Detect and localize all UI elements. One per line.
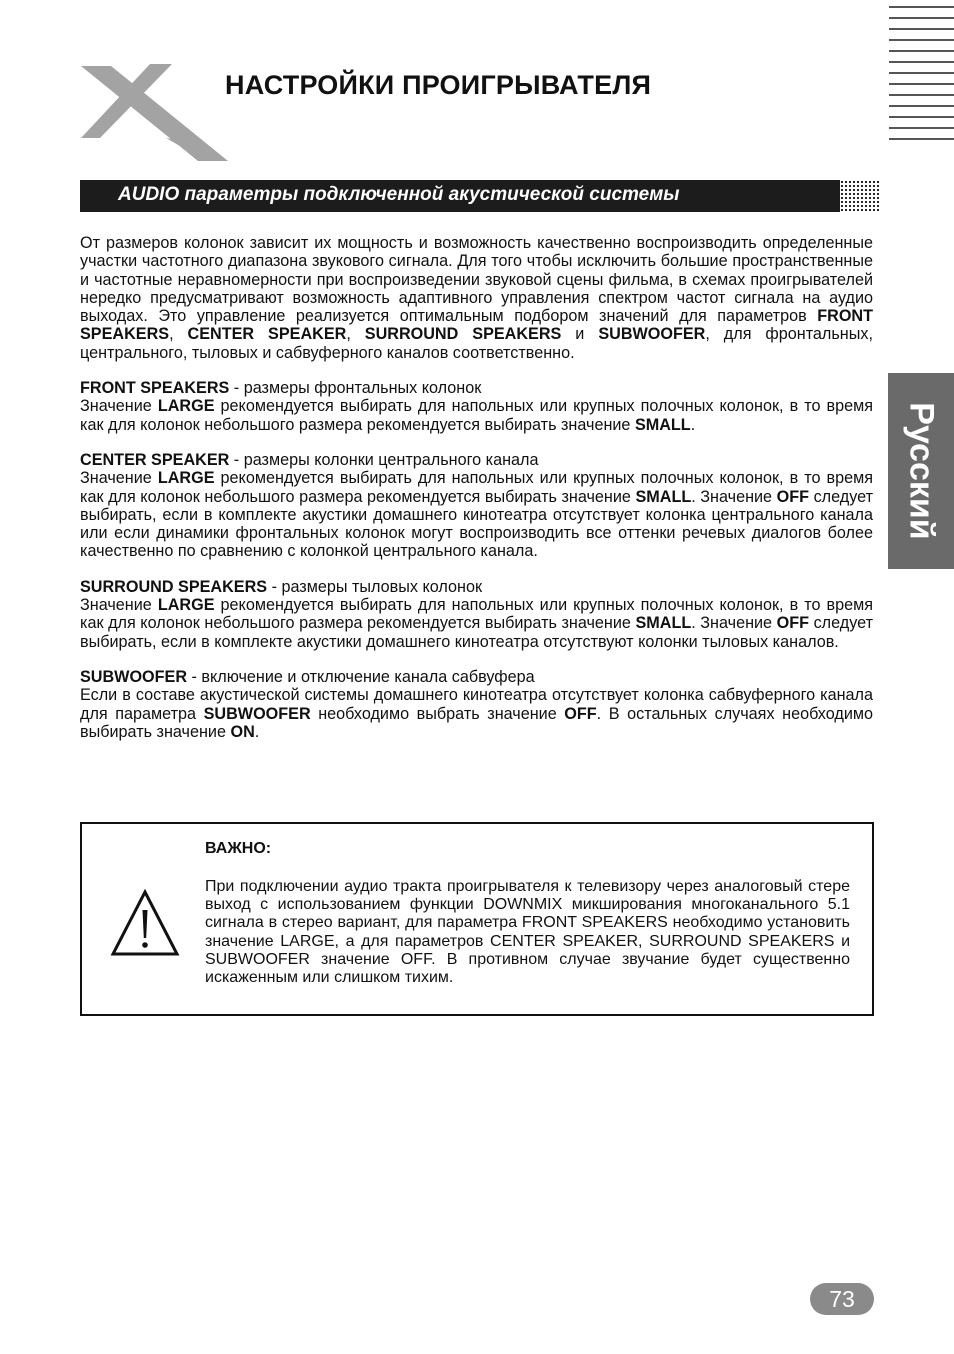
stripe-line [889,83,954,85]
surround-speakers-heading: SURROUND SPEAKERS [80,577,268,596]
section-header-bar [80,180,880,212]
section-bar-dot-fade [840,180,880,212]
stripe-line [889,28,954,30]
language-tab-label: Русский [902,402,941,540]
front-speakers-section: FRONT SPEAKERS - размеры фронтальных колонок Значение LARGE рекомендуется выбирать для напольных или крупных полочных колонок, в то время как для колонок небольшого размера рекомендуется выбирать значение SMALL. [80,379,873,434]
stripe-line [889,39,954,41]
section-title: AUDIO параметры подключенной акустической системы [118,184,680,205]
x-logo-icon [78,60,228,164]
stripe-line [889,61,954,63]
front-speakers-heading: FRONT SPEAKERS [80,379,230,398]
subwoofer-heading: SUBWOOFER [80,667,188,686]
stripe-line [889,127,954,129]
stripe-line [889,72,954,74]
stripe-line [889,116,954,118]
center-speaker-section: CENTER SPEAKER - размеры колонки центрального канала Значение LARGE рекомендуется выбирать для напольных или крупных полочных колонок, в то время как для колонок небольшого размера рекомендуется выбирать значение SMALL. Значение OFF следует выбирать, если в комплекте акустики домашнего кинотеатра отсутствует колонка центрального канала или если динамики фронтальных колонок могут воспроизводить все оттенки речевых диалогов более качественно по сравнению с колонкой центрального канала. [80,450,874,561]
center-speaker-heading: CENTER SPEAKER [80,450,230,469]
important-text: При подключении аудио тракта проигрывателя к телевизору через аналоговый стере выход с использованием функции DOWNMIX микширования многоканального 5.1 сигнала в стерео вариант, для параметра FRONT SPEAKERS необходимо установить значение LARGE, а для параметров CENTER SPEAKER, SURROUND SPEAKERS и SUBWOOFER значение OFF. В противном случае звучание будет существенно искаженным или слишком тихим. [205,878,850,987]
stripe-line [889,138,954,140]
subwoofer-section: SUBWOOFER - включение и отключение канала сабвуфера Если в составе акустической системы домашнего кинотеатра отсутствует колонка сабвуферного канала для параметра SUBWOOFER необходимо выбрать значение OFF. В остальных случаях необходимо выбирать значение ON. [80,667,873,741]
intro-paragraph: От размеров колонок зависит их мощность и возможность качественно воспроизводить определенные участки частотного диапазона звукового сигнала. Для того чтобы исключить большие пространственные и частотные неравномерности при воспроизведении звуковой сцены фильма, в схемах проигрывателей нередко предусматривают возможность адаптивного управления спектром частот сигнала на аудио выходах. Это управление реализуется оптимальным подбором значений для параметров FRONT SPEAKERS, CENTER SPEAKER, SURROUND SPEAKERS и SUBWOOFER, для фронтальных, центрального, тыловых и сабвуферного каналов соответственно. [80,234,873,362]
stripe-line [889,50,954,52]
stripe-line [889,94,954,96]
main-content [80,234,873,741]
important-title: ВАЖНО: [205,840,272,857]
warning-triangle-icon [110,888,180,958]
important-notice-box [80,822,874,1016]
page-title: НАСТРОЙКИ ПРОИГРЫВАТЕЛЯ [225,70,652,100]
language-tab [888,373,954,569]
stripe-line [889,17,954,19]
decorative-stripes [889,6,954,164]
stripe-line [889,105,954,107]
surround-speakers-section: SURROUND SPEAKERS - размеры тыловых колонок Значение LARGE рекомендуется выбирать для напольных или крупных полочных колонок, в то время как для колонок небольшого размера рекомендуется выбирать значение SMALL. Значение OFF следует выбирать, если в комплекте акустики домашнего кинотеатра отсутствуют колонки тыловых каналов. [80,577,874,651]
page-number-badge: 73 [810,1283,874,1315]
stripe-line [889,6,954,8]
